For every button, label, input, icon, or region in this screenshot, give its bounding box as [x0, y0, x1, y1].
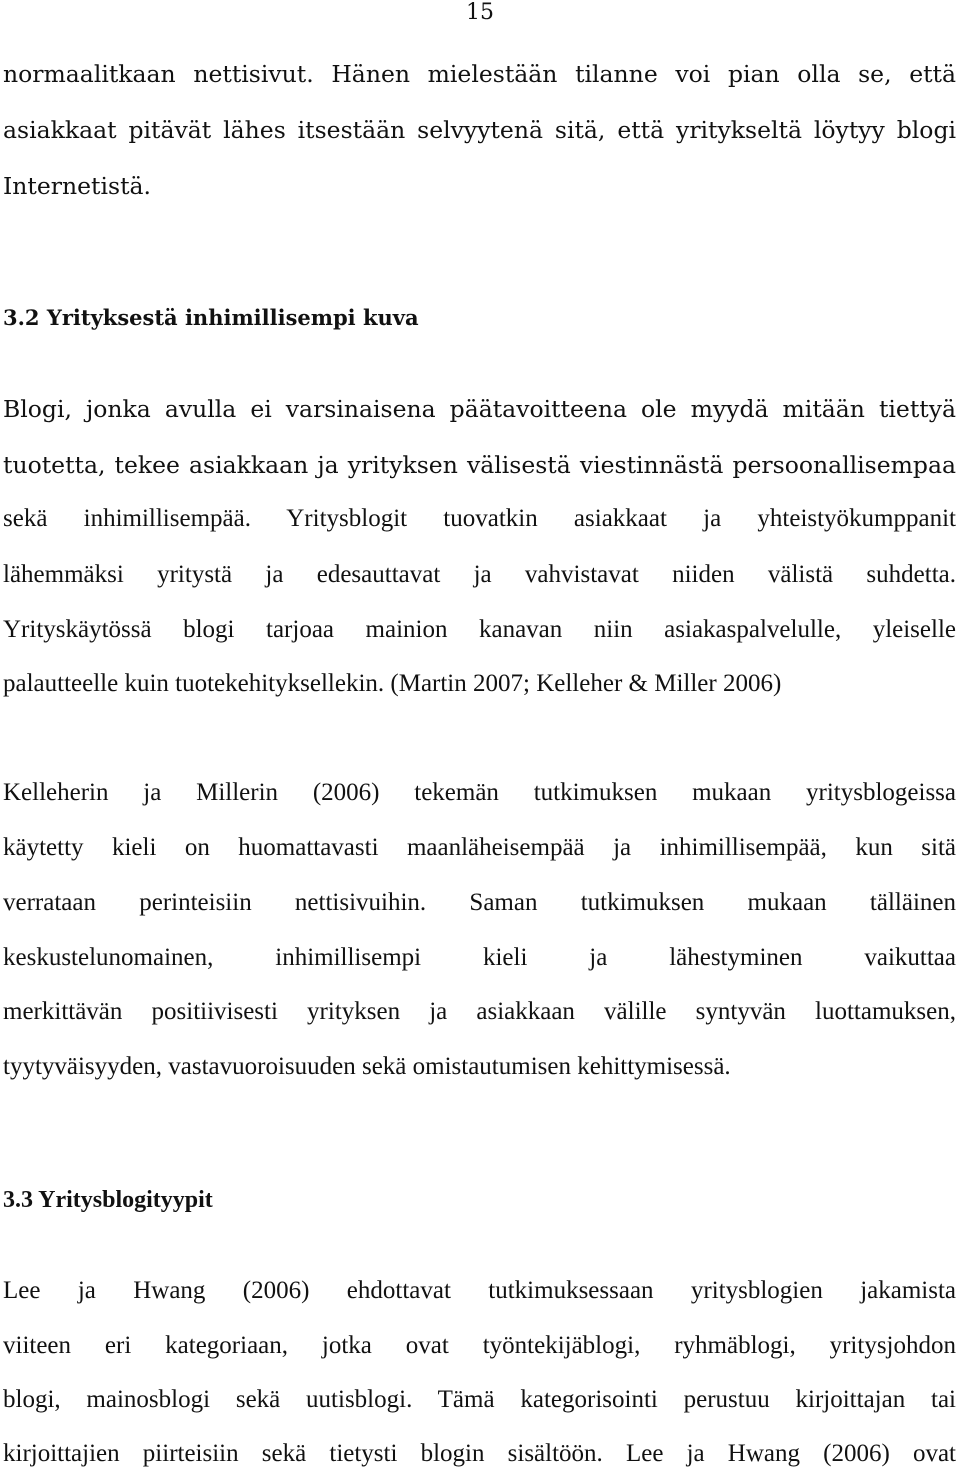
- text-line: merkittävän positiivisesti yrityksen ja asiakkaan välille syntyvän luottamuksen,: [3, 998, 956, 1025]
- text-line: palautteelle kuin tuotekehityksellekin. (Martin 2007; Kelleher & Miller 2006): [3, 670, 782, 697]
- text-line: blogi, mainosblogi sekä uutisblogi. Tämä kategorisointi perustuu kirjoittajan tai: [3, 1386, 956, 1413]
- text-line: käytetty kieli on huomattavasti maanläheisempää ja inhimillisempää, kun sitä: [3, 834, 956, 861]
- text-line: kirjoittajien piirteisiin sekä tietysti blogin sisältöön. Lee ja Hwang (2006) ovat: [3, 1440, 956, 1467]
- page-number: 15: [466, 0, 494, 25]
- text-line: verrataan perinteisiin nettisivuihin. Saman tutkimuksen mukaan tälläinen: [3, 889, 956, 916]
- text-line: lähemmäksi yritystä ja edesauttavat ja vahvistavat niiden välistä suhdetta.: [3, 561, 956, 588]
- text-line: Internetistä.: [3, 172, 151, 200]
- text-line: asiakkaat pitävät lähes itsestään selvyytenä sitä, että yritykseltä löytyy blogi: [3, 116, 956, 144]
- text-line: sekä inhimillisempää. Yritysblogit tuovatkin asiakkaat ja yhteistyökumppanit: [3, 505, 956, 532]
- text-line: Kelleherin ja Millerin (2006) tekemän tutkimuksen mukaan yritysblogeissa: [3, 779, 956, 806]
- section-heading-3-3: 3.3 Yritysblogityypit: [3, 1187, 213, 1213]
- text-line: tyytyväisyyden, vastavuoroisuuden sekä omistautumisen kehittymisessä.: [3, 1053, 731, 1080]
- text-line: normaalitkaan nettisivut. Hänen mielestään tilanne voi pian olla se, että: [3, 60, 956, 88]
- text-line: Yrityskäytössä blogi tarjoaa mainion kanavan niin asiakaspalvelulle, yleiselle: [3, 616, 956, 643]
- text-line: viiteen eri kategoriaan, jotka ovat työntekijäblogi, ryhmäblogi, yritysjohdon: [3, 1332, 956, 1359]
- text-line: keskustelunomainen, inhimillisempi kieli ja lähestyminen vaikuttaa: [3, 944, 956, 971]
- text-line: Lee ja Hwang (2006) ehdottavat tutkimuksessaan yritysblogien jakamista: [3, 1277, 956, 1304]
- text-line: tuotetta, tekee asiakkaan ja yrityksen välisestä viestinnästä persoonallisempaa: [3, 451, 956, 479]
- section-heading-3-2: 3.2 Yrityksestä inhimillisempi kuva: [3, 305, 419, 330]
- text-line: Blogi, jonka avulla ei varsinaisena päätavoitteena ole myydä mitään tiettyä: [3, 395, 956, 423]
